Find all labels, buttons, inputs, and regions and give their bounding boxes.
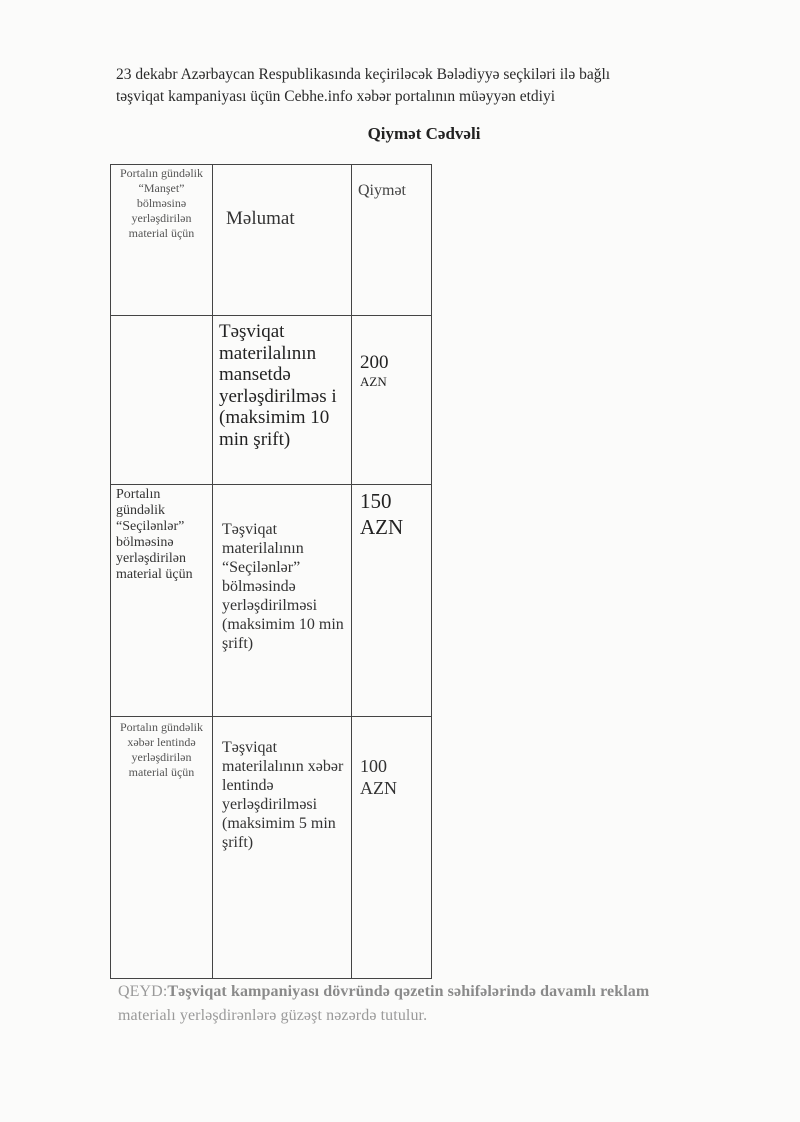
note-text: Təşviqat kampaniyası dövründə qəzetin səhifələrində davamlı reklam: [167, 983, 650, 1000]
row-1-info-text: Təşviqat materilalının mansetdə yerləşdirilməs i (maksimim 10 min şrift): [219, 321, 337, 450]
footnote: [118, 980, 778, 1028]
table-divider-row2: [110, 484, 432, 485]
row-3-section-cell: [114, 720, 209, 780]
row-2-price-value: 150: [360, 489, 392, 513]
intro-line-2: təşviqat kampaniyası üçün Cebhe.info xəbər portalının müəyyən etdiyi: [116, 88, 556, 105]
table-border-left: [110, 164, 111, 979]
intro-line-1: 23 dekabr Azərbaycan Respublikasında keçiriləcək Bələdiyyə seçkiləri ilə bağlı: [116, 66, 611, 83]
row-3-info-text: Təşviqat materilalının xəbər lentində yerləşdirilməsi (maksimim 5 min şrift): [222, 739, 344, 851]
row-2-info-cell: [222, 520, 350, 653]
row-3-price-unit: AZN: [360, 778, 397, 798]
row-1-price-value: 200: [360, 352, 389, 373]
row-2-section-cell: [116, 487, 211, 583]
note-label: QEYD:: [118, 983, 168, 1000]
row-2-price-unit: AZN: [360, 515, 404, 539]
row-2-info-text: Təşviqat materilalının “Seçilənlər” bölməsində yerləşdirilməsi (maksimim 10 min şrift): [222, 521, 344, 652]
row-1-price-cell: [360, 352, 430, 390]
table-divider-row3: [110, 716, 432, 717]
header-info-text: Məlumat: [226, 208, 295, 229]
intro-text: [116, 64, 766, 108]
table-divider-col2: [351, 164, 352, 979]
table-border-top: [110, 164, 432, 165]
note-text-2: materialı yerləşdirənlərə güzəşt nəzərdə tutulur.: [118, 1007, 428, 1024]
table-divider-row1: [110, 315, 432, 316]
row-2-price-cell: [360, 488, 430, 540]
header-info-cell: [226, 208, 346, 230]
row-1-info-cell: [219, 321, 349, 450]
header-price-text: Qiymət: [358, 182, 406, 199]
row-2-section-text: Portalın gündəlik “Seçilənlər” bölməsinə yerləşdirilən material üçün: [116, 487, 193, 582]
header-section-text: Portalın gündəlik “Manşet” bölməsinə yerləşdirilən material üçün: [120, 166, 203, 240]
row-3-section-text: Portalın gündəlik xəbər lentində yerləşdirilən material üçün: [120, 720, 203, 779]
row-3-price-cell: [360, 755, 430, 799]
header-section-cell: [114, 166, 209, 241]
table-border-right: [431, 164, 432, 979]
table-divider-col1: [212, 164, 213, 979]
row-3-price-value: 100: [360, 756, 387, 776]
header-price-cell: [358, 182, 428, 200]
page-title: Qiymət Cədvəli: [367, 124, 481, 143]
table-border-bottom: [110, 978, 432, 979]
row-3-info-cell: [222, 738, 350, 852]
row-1-price-unit: AZN: [360, 374, 387, 389]
